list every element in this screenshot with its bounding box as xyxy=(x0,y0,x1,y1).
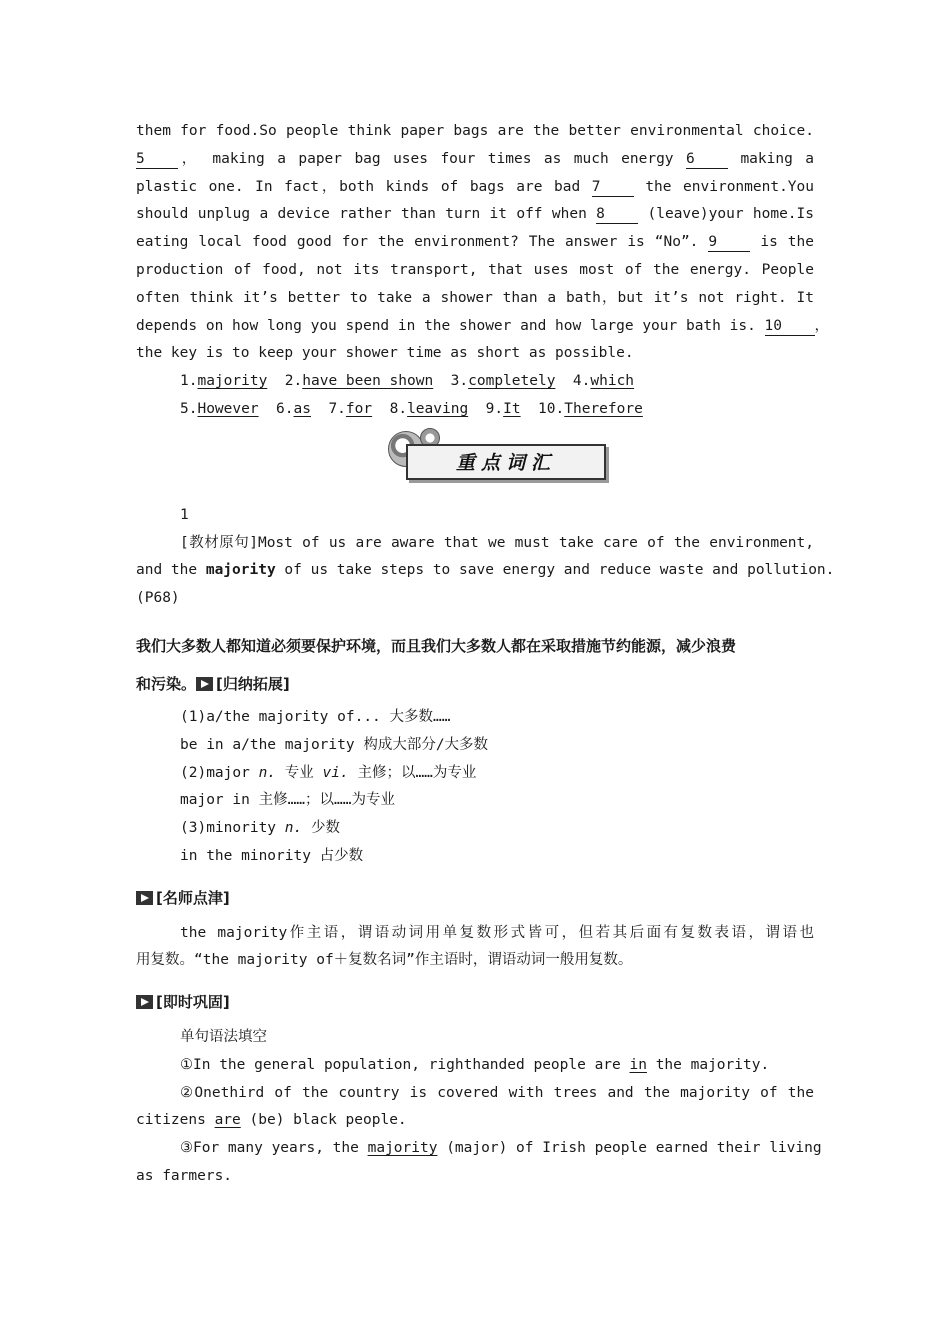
answer-7: for xyxy=(345,400,373,417)
passage-line-7: often think it’s better to take a shower than a bath，but it’s not right. It xyxy=(136,289,814,306)
passage-line-5: eating local food good for the environment? The answer is “No”. 9 is the xyxy=(136,234,814,251)
play-icon xyxy=(196,677,213,691)
expand-6: in the minority 占少数 xyxy=(180,847,364,864)
play-icon xyxy=(136,995,153,1009)
answer-line-1: 1.majority 2.have been shown 3.completely 4.which xyxy=(180,373,635,390)
passage-line-2: 5 ， making a paper bag uses four times as much energy 6 making a xyxy=(136,150,815,167)
passage-line-1: them for food.So people think paper bags are the better environmental choice. xyxy=(136,123,814,139)
keyword-majority: majority xyxy=(205,562,276,579)
source-sentence-1: [教材原句]Most of us are aware that we must take care of the environment, xyxy=(180,534,814,551)
answer-2: have been shown xyxy=(302,373,434,390)
item-number: 1 xyxy=(180,506,189,523)
answer-5: However xyxy=(197,400,259,417)
question-1-answer: in xyxy=(629,1056,647,1073)
question-3-line-2: as farmers. xyxy=(136,1167,233,1184)
answer-9: It xyxy=(503,400,521,417)
banner-title: 重点词汇 xyxy=(455,452,556,475)
expand-5: (3)minority n. 少数 xyxy=(180,820,340,837)
banner-box xyxy=(406,444,606,480)
practice-heading: [即时巩固] xyxy=(136,989,814,1018)
blank-9: 9 xyxy=(708,233,750,252)
blank-6: 6 xyxy=(686,150,728,169)
answer-8: leaving xyxy=(407,400,469,417)
tip-line-2: 用复数。“the majority of＋复数名词”作主语时，谓语动词一般用复数。 xyxy=(136,952,633,969)
answer-line-2: 5.However 6.as 7.for 8.leaving 9.It 10.Therefore xyxy=(180,400,643,417)
tip-line-1: the majority作主语，谓语动词用单复数形式皆可，但若其后面有复数表语，谓语也 xyxy=(180,924,814,941)
tip-heading: [名师点津] xyxy=(136,885,814,914)
expand-1: (1)a/the majority of... 大多数…… xyxy=(180,708,451,725)
section-banner xyxy=(136,424,814,502)
label-expand: [归纳拓展] xyxy=(216,674,290,693)
blank-7: 7 xyxy=(592,178,634,197)
question-1: ①In the general population, righthanded people are in the majority. xyxy=(180,1056,770,1073)
question-2-line-2: citizens are (be) black people. xyxy=(136,1112,407,1129)
practice-title: 单句语法填空 xyxy=(180,1028,267,1045)
answer-10: Therefore xyxy=(564,400,643,417)
blank-5: 5 xyxy=(136,150,178,169)
passage-line-8: depends on how long you spend in the shower and how large your bath is. 10 ， xyxy=(136,317,830,334)
passage-line-3: plastic one. In fact，both kinds of bags are bad 7 the environment.You xyxy=(136,178,814,195)
expand-3: (2)major n. 专业 vi. 主修；以……为专业 xyxy=(180,764,477,781)
passage-line-4: should unplug a device rather than turn it off when 8 (leave)your home.Is xyxy=(136,206,815,223)
translation-line-2: 和污染。 [归纳拓展] xyxy=(136,674,290,693)
play-icon xyxy=(136,891,153,905)
blank-10: 10 xyxy=(765,317,815,336)
passage-line-9: the key is to keep your shower time as short as possible. xyxy=(136,345,634,362)
translation-line-1: 我们大多数人都知道必须要保护环境，而且我们大多数人都在采取措施节约能源，减少浪费 xyxy=(136,636,737,655)
question-3-answer: majority xyxy=(367,1140,438,1157)
answer-3: completely xyxy=(468,373,556,390)
document-page xyxy=(136,118,835,1191)
passage-line-6: production of food, not its transport, that uses most of the energy. People xyxy=(136,261,814,278)
answer-4: which xyxy=(590,373,635,390)
source-page-ref: (P68) xyxy=(136,590,180,607)
source-sentence-2: and the majority of us take steps to save energy and reduce waste and pollution. xyxy=(136,562,835,579)
question-2-line-1: ②Onethird of the country is covered with trees and the majority of the xyxy=(180,1084,814,1101)
question-2-answer: are xyxy=(214,1112,241,1129)
question-3-line-1: ③For many years, the majority (major) of Irish people earned their living xyxy=(180,1140,822,1157)
blank-8: 8 xyxy=(596,205,638,224)
answer-6: as xyxy=(293,400,311,417)
expand-4: major in 主修……；以……为专业 xyxy=(180,792,395,809)
answer-1: majority xyxy=(197,373,268,390)
expand-2: be in a/the majority 构成大部分/大多数 xyxy=(180,736,489,753)
